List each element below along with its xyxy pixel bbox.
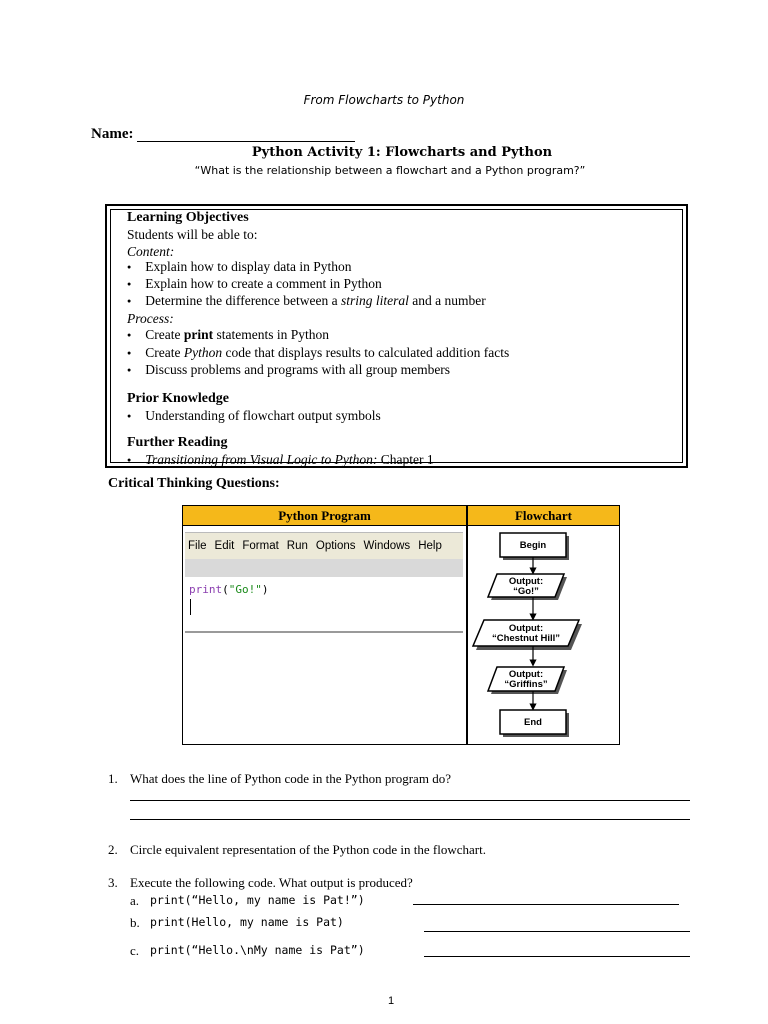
code-option-a: print(“Hello, my name is Pat!”) <box>150 893 365 907</box>
menu-help[interactable]: Help <box>418 540 442 552</box>
code-editor[interactable] <box>185 577 463 633</box>
idle-menu-bar <box>185 532 463 560</box>
flow-output-label: Output: <box>508 576 544 587</box>
flow-output-value: “Griffins” <box>504 679 548 690</box>
question-3: Execute the following code. What output is produced? <box>130 875 413 890</box>
answer-line[interactable] <box>130 819 690 820</box>
answer-line[interactable] <box>424 956 690 957</box>
objectives-heading: Learning Objectives <box>127 210 249 225</box>
menu-windows[interactable]: Windows <box>363 540 411 552</box>
flow-output-value: “Chestnut Hill” <box>491 633 561 644</box>
text-cursor <box>190 599 191 615</box>
python-program-header: Python Program <box>183 506 466 526</box>
list-item: ● Determine the difference between a string literal and a number <box>127 293 486 309</box>
menu-edit[interactable]: Edit <box>214 540 235 552</box>
name-label: Name: <box>91 126 134 142</box>
list-item: ● Transitioning from Visual Logic to Python: Chapter 1 <box>127 452 434 468</box>
critical-thinking-heading: Critical Thinking Questions: <box>108 476 280 491</box>
flow-output-label: Output: <box>508 623 544 634</box>
content-label: Content: <box>127 244 175 259</box>
option-label: c. <box>130 943 140 958</box>
prior-knowledge-heading: Prior Knowledge <box>127 391 230 406</box>
question-2: Circle equivalent representation of the Python code in the flowchart. <box>130 842 486 857</box>
further-reading-heading: Further Reading <box>127 435 228 450</box>
document-header: From Flowcharts to Python <box>303 93 465 107</box>
list-item: ● Create print statements in Python <box>127 327 329 343</box>
menu-run[interactable]: Run <box>286 540 308 552</box>
question-number: 1. <box>108 771 118 786</box>
flow-output-value: “Go!” <box>513 586 539 597</box>
code-option-c: print(“Hello.\nMy name is Pat”) <box>150 943 365 957</box>
activity-title: Python Activity 1: Flowcharts and Python <box>251 145 553 160</box>
program-flowchart-figure <box>182 505 620 745</box>
question-number: 2. <box>108 842 118 857</box>
menu-options[interactable]: Options <box>315 540 356 552</box>
list-item: ● Explain how to create a comment in Python <box>127 276 382 292</box>
list-item: ● Create Python code that displays results to calculated addition facts <box>127 345 509 361</box>
code-option-b: print(Hello, my name is Pat) <box>150 915 344 929</box>
list-item: ● Explain how to display data in Python <box>127 259 351 275</box>
name-blank-line[interactable] <box>137 141 355 142</box>
activity-subtitle: “What is the relationship between a flowchart and a Python program?” <box>194 164 586 177</box>
answer-line[interactable] <box>413 904 679 905</box>
option-label: b. <box>130 915 140 930</box>
page-number: 1 <box>387 995 395 1007</box>
question-1: What does the line of Python code in the Python program do? <box>130 771 451 786</box>
code-line: print("Go!") <box>189 583 269 596</box>
list-item: ● Discuss problems and programs with all group members <box>127 362 450 378</box>
menu-file[interactable]: File <box>188 540 207 552</box>
list-item: ● Understanding of flowchart output symbols <box>127 408 381 424</box>
flow-begin-label: Begin <box>519 540 547 551</box>
flowchart-diagram <box>466 526 621 746</box>
flow-output-label: Output: <box>508 669 544 680</box>
option-label: a. <box>130 893 140 908</box>
menu-format[interactable]: Format <box>242 540 279 552</box>
toolbar-strip <box>185 559 463 577</box>
flowchart-header: Flowchart <box>468 506 619 526</box>
objectives-intro: Students will be able to: <box>127 227 258 242</box>
flow-end-label: End <box>524 717 542 728</box>
answer-line[interactable] <box>424 931 690 932</box>
question-number: 3. <box>108 875 118 890</box>
process-label: Process: <box>127 311 174 326</box>
answer-line[interactable] <box>130 800 690 801</box>
